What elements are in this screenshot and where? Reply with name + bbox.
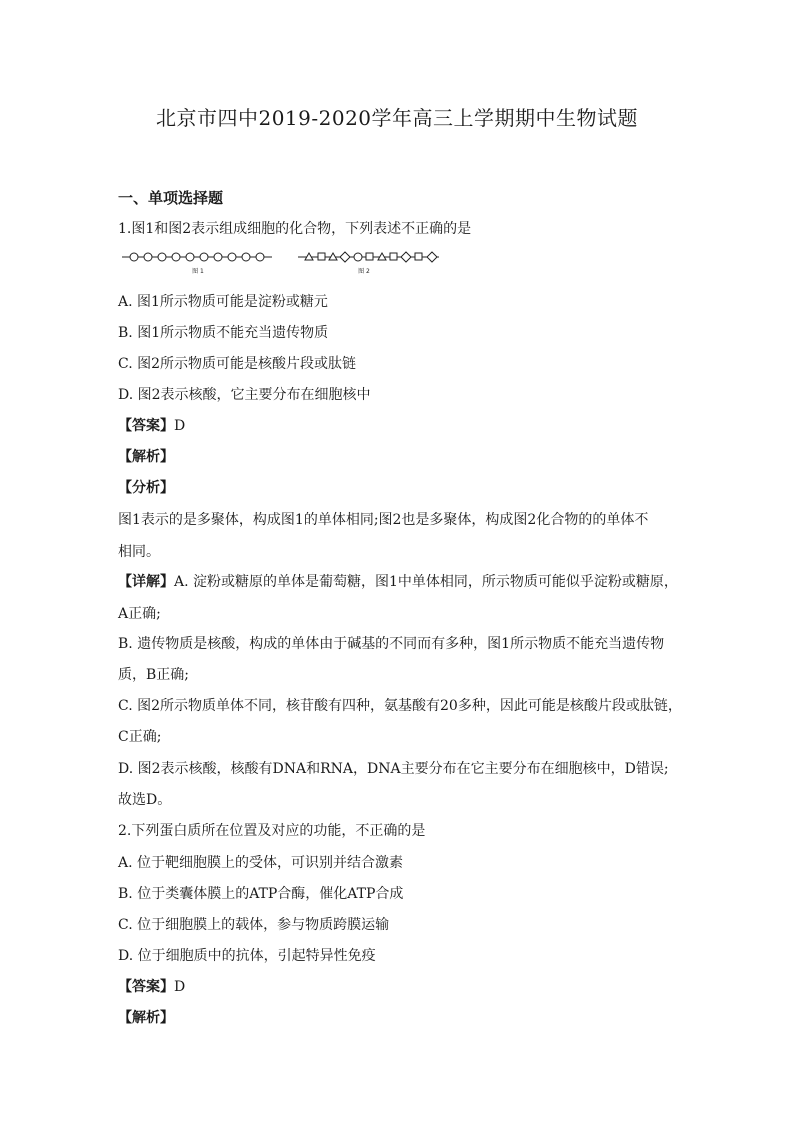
q2-answer-value: D [174,979,186,995]
q2-answer-tag: 【答案】 [118,979,174,995]
q1-detail-line-2: A正确; [118,606,161,622]
q2-option-c: C. 位于细胞膜上的载体，参与物质跨膜运输 [118,917,390,933]
q2-option-d: D. 位于细胞质中的抗体，引起特异性免疫 [118,948,376,964]
q1-analysis-tag: 【解析】 [118,449,174,465]
q1-option-c: C. 图2所示物质可能是核酸片段或肽链 [118,356,357,372]
q1-option-d: D. 图2表示核酸，它主要分布在细胞核中 [118,387,371,403]
q1-stem: 1.图1和图2表示组成细胞的化合物，下列表述不正确的是 [118,221,472,237]
q1-fenxi-line-1: 图1表示的是多聚体，构成图1的单体相同;图2也是多聚体，构成图2化合物的的单体不 [118,512,649,528]
q1-detail-line-8: 故选D。 [118,792,172,808]
q1-detail-text-1: A. 淀粉或糖原的单体是葡萄糖，图1中单体相同，所示物质可能似乎淀粉或糖原， [174,574,678,590]
q1-detail-line-3: B. 遗传物质是核酸，构成的单体由于碱基的不同而有多种，图1所示物质不能充当遗传物 [118,636,665,652]
q1-answer-tag: 【答案】 [118,418,174,434]
q2-option-a: A. 位于靶细胞膜上的受体，可识别并结合激素 [118,855,404,871]
q1-option-a: A. 图1所示物质可能是淀粉或糖元 [118,294,328,310]
figure-1-diagram [120,248,280,278]
q2-option-b: B. 位于类囊体膜上的ATP合酶，催化ATP合成 [118,886,404,902]
figure-2-diagram [296,248,444,278]
q1-fenxi-tag: 【分析】 [118,480,174,496]
q1-fenxi-line-2: 相同。 [118,544,160,560]
figure-1-label: 图 1 [192,268,204,275]
q1-answer-value: D [174,418,186,434]
q1-answer [118,415,185,435]
q1-detail-line-7: D. 图2表示核酸，核酸有DNA和RNA，DNA主要分布在它主要分布在细胞核中，D错误; [118,761,669,777]
q2-analysis-tag: 【解析】 [118,1010,174,1026]
q1-detail-tag: 【详解】 [118,574,174,590]
q1-detail-line-4: 质，B正确; [118,667,190,683]
figure-2-label: 图 2 [358,268,370,275]
page-title: 北京市四中2019-2020学年高三上学期期中生物试题 [155,106,639,130]
q1-detail-line-6: C正确; [118,729,162,745]
q2-answer [118,976,185,996]
q1-detail-line-5: C. 图2所示物质单体不同，核苷酸有四种，氨基酸有20多种，因此可能是核酸片段或肽链， [118,698,682,714]
q1-option-b: B. 图1所示物质不能充当遗传物质 [118,325,329,341]
section-heading: 一、单项选择题 [118,189,224,207]
q2-stem: 2.下列蛋白质所在位置及对应的功能，不正确的是 [118,823,426,839]
q1-detail-line-1 [118,571,678,591]
